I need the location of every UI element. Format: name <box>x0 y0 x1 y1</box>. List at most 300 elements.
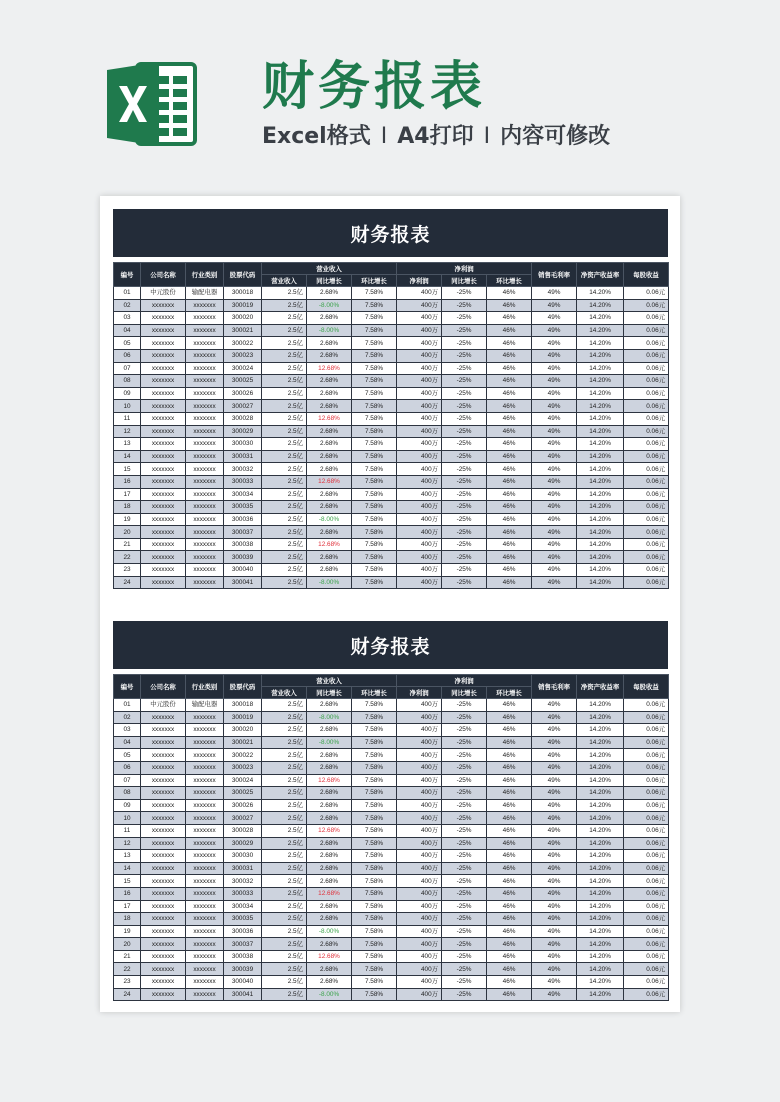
table-row <box>114 551 669 564</box>
table-cell: 46% <box>487 299 532 312</box>
table-cell: 0.06元 <box>624 337 669 350</box>
table-cell: 7.58% <box>352 837 397 850</box>
table-cell: 2.5亿 <box>262 812 307 825</box>
table-cell: 2.68% <box>307 463 352 476</box>
table-cell: 300026 <box>224 799 262 812</box>
table-cell: -25% <box>442 312 487 325</box>
table-cell: 46% <box>487 976 532 989</box>
table-cell: 46% <box>487 787 532 800</box>
table-cell: 46% <box>487 963 532 976</box>
table-cell: xxxxxxx <box>141 787 186 800</box>
table-cell: 14.20% <box>577 887 624 900</box>
table-cell: 2.68% <box>307 976 352 989</box>
table-cell: 7.58% <box>352 387 397 400</box>
table-cell: 7.58% <box>352 564 397 577</box>
table-cell: 49% <box>532 976 577 989</box>
table-cell: 中元股份 <box>141 699 186 712</box>
table-cell: 2.5亿 <box>262 862 307 875</box>
table-cell: 输配电器 <box>186 699 224 712</box>
table-cell: xxxxxxx <box>141 513 186 526</box>
table-cell: -25% <box>442 375 487 388</box>
table-cell: 2.68% <box>307 913 352 926</box>
table-row <box>114 438 669 451</box>
table-cell: -8.00% <box>307 513 352 526</box>
table-cell: 46% <box>487 699 532 712</box>
table-cell: 14.20% <box>577 913 624 926</box>
table-cell: 46% <box>487 736 532 749</box>
table-cell: -25% <box>442 337 487 350</box>
table-cell: 20 <box>114 526 141 539</box>
table-cell: 46% <box>487 538 532 551</box>
table-cell: xxxxxxx <box>186 564 224 577</box>
table-cell: 300033 <box>224 887 262 900</box>
table-cell: 14 <box>114 862 141 875</box>
table-cell: 400万 <box>397 900 442 913</box>
table-cell: 49% <box>532 387 577 400</box>
table-cell: 49% <box>532 526 577 539</box>
column-header: 净利润 <box>397 263 532 275</box>
table-cell: 7.58% <box>352 711 397 724</box>
table-cell: 0.06元 <box>624 787 669 800</box>
table-cell: -25% <box>442 938 487 951</box>
table-cell: 49% <box>532 375 577 388</box>
table-cell: xxxxxxx <box>186 463 224 476</box>
table-cell: xxxxxxx <box>186 475 224 488</box>
table-row <box>114 375 669 388</box>
table-cell: 0.06元 <box>624 362 669 375</box>
table-cell: 400万 <box>397 988 442 1001</box>
table-cell: xxxxxxx <box>141 950 186 963</box>
table-cell: 12.68% <box>307 887 352 900</box>
table-cell: 46% <box>487 875 532 888</box>
table-cell: 2.68% <box>307 799 352 812</box>
table-cell: 14.20% <box>577 337 624 350</box>
table-cell: 49% <box>532 950 577 963</box>
table-cell: 2.5亿 <box>262 925 307 938</box>
column-header: 编号 <box>114 675 141 699</box>
table-cell: 19 <box>114 925 141 938</box>
table-cell: 2.68% <box>307 375 352 388</box>
table-cell: -25% <box>442 887 487 900</box>
table-cell: 46% <box>487 724 532 737</box>
table-cell: -25% <box>442 299 487 312</box>
table-cell: xxxxxxx <box>186 513 224 526</box>
table-cell: 18 <box>114 501 141 514</box>
table-cell: 0.06元 <box>624 513 669 526</box>
table-cell: xxxxxxx <box>141 324 186 337</box>
table-cell: 0.06元 <box>624 564 669 577</box>
table-cell: 300030 <box>224 850 262 863</box>
table-row <box>114 799 669 812</box>
table-cell: xxxxxxx <box>141 724 186 737</box>
table-cell: 08 <box>114 375 141 388</box>
table-cell: -25% <box>442 526 487 539</box>
table-cell: 7.58% <box>352 576 397 589</box>
table-row <box>114 287 669 300</box>
table-cell: 2.68% <box>307 400 352 413</box>
table-cell: 7.58% <box>352 412 397 425</box>
table-cell: 14.20% <box>577 774 624 787</box>
table-cell: 11 <box>114 824 141 837</box>
table-cell: -25% <box>442 438 487 451</box>
table-cell: 2.5亿 <box>262 337 307 350</box>
table-cell: 10 <box>114 400 141 413</box>
table-cell: 2.5亿 <box>262 774 307 787</box>
document-preview <box>100 196 680 1012</box>
table-cell: xxxxxxx <box>186 850 224 863</box>
table-cell: 2.68% <box>307 488 352 501</box>
table-cell: xxxxxxx <box>141 349 186 362</box>
table-cell: 300041 <box>224 988 262 1001</box>
table-cell: 300018 <box>224 287 262 300</box>
table-cell: xxxxxxx <box>186 412 224 425</box>
table-cell: xxxxxxx <box>141 425 186 438</box>
table-cell: 300038 <box>224 538 262 551</box>
table-cell: xxxxxxx <box>186 900 224 913</box>
table-cell: 03 <box>114 724 141 737</box>
table-cell: 49% <box>532 475 577 488</box>
table-cell: 2.5亿 <box>262 287 307 300</box>
table-cell: 14.20% <box>577 375 624 388</box>
table-cell: 7.58% <box>352 988 397 1001</box>
table-cell: 400万 <box>397 349 442 362</box>
table-cell: 14.20% <box>577 362 624 375</box>
table-cell: 49% <box>532 774 577 787</box>
excel-logo-icon <box>103 56 199 152</box>
table-cell: 46% <box>487 324 532 337</box>
table-cell: 49% <box>532 925 577 938</box>
table-cell: 300019 <box>224 711 262 724</box>
table-cell: 400万 <box>397 736 442 749</box>
table-cell: xxxxxxx <box>141 711 186 724</box>
table-cell: 7.58% <box>352 349 397 362</box>
column-header: 股票代码 <box>224 263 262 287</box>
table-cell: 2.5亿 <box>262 450 307 463</box>
table-cell: 2.68% <box>307 387 352 400</box>
table-cell: 14.20% <box>577 761 624 774</box>
table-cell: 400万 <box>397 387 442 400</box>
table-cell: 2.5亿 <box>262 551 307 564</box>
table-cell: 14.20% <box>577 850 624 863</box>
table-row <box>114 538 669 551</box>
table-cell: 46% <box>487 362 532 375</box>
table-cell: xxxxxxx <box>141 387 186 400</box>
table-cell: 49% <box>532 711 577 724</box>
table-cell: xxxxxxx <box>141 988 186 1001</box>
table-cell: 49% <box>532 538 577 551</box>
table-cell: xxxxxxx <box>186 976 224 989</box>
table-cell: 400万 <box>397 824 442 837</box>
table-cell: 04 <box>114 324 141 337</box>
column-header: 股票代码 <box>224 675 262 699</box>
table-cell: 0.06元 <box>624 774 669 787</box>
table-cell: xxxxxxx <box>186 526 224 539</box>
table-cell: 2.68% <box>307 761 352 774</box>
table-cell: 49% <box>532 438 577 451</box>
table-cell: 07 <box>114 362 141 375</box>
table-cell: 0.06元 <box>624 699 669 712</box>
table-cell: 0.06元 <box>624 488 669 501</box>
table-cell: 300032 <box>224 875 262 888</box>
table-cell: 46% <box>487 337 532 350</box>
table-cell: 2.5亿 <box>262 463 307 476</box>
table-cell: 7.58% <box>352 513 397 526</box>
table-cell: 12.68% <box>307 362 352 375</box>
table-cell: 300029 <box>224 425 262 438</box>
table-row <box>114 724 669 737</box>
table-cell: 2.5亿 <box>262 299 307 312</box>
table-cell: -25% <box>442 875 487 888</box>
table-cell: 0.06元 <box>624 711 669 724</box>
financial-sheet-2 <box>113 621 668 1001</box>
table-cell: 46% <box>487 950 532 963</box>
table-cell: 2.68% <box>307 699 352 712</box>
table-cell: 24 <box>114 576 141 589</box>
table-cell: 7.58% <box>352 736 397 749</box>
table-cell: 300036 <box>224 513 262 526</box>
table-cell: -25% <box>442 699 487 712</box>
table-cell: 7.58% <box>352 551 397 564</box>
table-cell: 14.20% <box>577 501 624 514</box>
table-cell: 49% <box>532 551 577 564</box>
table-row <box>114 850 669 863</box>
table-cell: 400万 <box>397 950 442 963</box>
table-cell: 46% <box>487 799 532 812</box>
table-row <box>114 501 669 514</box>
table-cell: 0.06元 <box>624 425 669 438</box>
table-cell: 01 <box>114 699 141 712</box>
table-cell: xxxxxxx <box>141 761 186 774</box>
table-cell: 2.5亿 <box>262 988 307 1001</box>
table-cell: 14.20% <box>577 736 624 749</box>
table-cell: xxxxxxx <box>141 475 186 488</box>
column-header: 营业收入 <box>262 687 307 699</box>
column-header: 营业收入 <box>262 263 397 275</box>
table-cell: 49% <box>532 824 577 837</box>
table-cell: 01 <box>114 287 141 300</box>
table-cell: 0.06元 <box>624 501 669 514</box>
table-cell: 46% <box>487 887 532 900</box>
table-cell: xxxxxxx <box>186 812 224 825</box>
table-cell: 300023 <box>224 349 262 362</box>
table-cell: 49% <box>532 287 577 300</box>
table-cell: 14.20% <box>577 551 624 564</box>
table-cell: xxxxxxx <box>186 299 224 312</box>
table-cell: 46% <box>487 513 532 526</box>
subtitle-separator: I <box>380 124 388 149</box>
table-cell: 0.06元 <box>624 988 669 1001</box>
table-row <box>114 925 669 938</box>
table-cell: 300024 <box>224 362 262 375</box>
table-cell: 49% <box>532 799 577 812</box>
table-cell: 7.58% <box>352 787 397 800</box>
table-cell: xxxxxxx <box>141 551 186 564</box>
table-cell: 7.58% <box>352 287 397 300</box>
table-cell: 0.06元 <box>624 913 669 926</box>
table-cell: -25% <box>442 761 487 774</box>
table-cell: 2.5亿 <box>262 538 307 551</box>
table-cell: 300021 <box>224 736 262 749</box>
table-cell: 46% <box>487 761 532 774</box>
table-cell: 14.20% <box>577 299 624 312</box>
table-cell: 300028 <box>224 824 262 837</box>
table-cell: 49% <box>532 736 577 749</box>
table-cell: 08 <box>114 787 141 800</box>
table-cell: 46% <box>487 862 532 875</box>
table-cell: -25% <box>442 812 487 825</box>
table-cell: 400万 <box>397 938 442 951</box>
table-cell: 400万 <box>397 774 442 787</box>
column-header: 净利润 <box>397 675 532 687</box>
table-cell: -25% <box>442 576 487 589</box>
table-cell: -25% <box>442 736 487 749</box>
table-cell: -25% <box>442 287 487 300</box>
table-cell: 46% <box>487 988 532 1001</box>
table-cell: 49% <box>532 875 577 888</box>
table-cell: 09 <box>114 387 141 400</box>
table-cell: 49% <box>532 513 577 526</box>
table-row <box>114 450 669 463</box>
table-cell: 300029 <box>224 837 262 850</box>
table-cell: 49% <box>532 412 577 425</box>
table-cell: 300035 <box>224 913 262 926</box>
table-cell: 06 <box>114 761 141 774</box>
table-cell: 14.20% <box>577 312 624 325</box>
table-cell: 0.06元 <box>624 938 669 951</box>
table-cell: 14.20% <box>577 976 624 989</box>
table-cell: 0.06元 <box>624 438 669 451</box>
table-cell: 0.06元 <box>624 799 669 812</box>
table-row <box>114 950 669 963</box>
table-cell: 2.5亿 <box>262 963 307 976</box>
table-cell: 14.20% <box>577 938 624 951</box>
table-cell: 7.58% <box>352 425 397 438</box>
table-cell: xxxxxxx <box>186 501 224 514</box>
table-cell: 14.20% <box>577 387 624 400</box>
table-cell: 2.5亿 <box>262 976 307 989</box>
table-cell: -25% <box>442 425 487 438</box>
table-cell: -25% <box>442 963 487 976</box>
table-cell: 400万 <box>397 787 442 800</box>
table-cell: 05 <box>114 337 141 350</box>
table-cell: 12.68% <box>307 824 352 837</box>
table-cell: 2.5亿 <box>262 488 307 501</box>
table-cell: 400万 <box>397 799 442 812</box>
table-cell: xxxxxxx <box>186 761 224 774</box>
table-cell: 400万 <box>397 711 442 724</box>
table-cell: 2.68% <box>307 938 352 951</box>
table-cell: 300035 <box>224 501 262 514</box>
table-cell: 400万 <box>397 564 442 577</box>
table-cell: xxxxxxx <box>141 963 186 976</box>
table-cell: -25% <box>442 862 487 875</box>
table-cell: xxxxxxx <box>186 387 224 400</box>
table-cell: 07 <box>114 774 141 787</box>
table-cell: 46% <box>487 438 532 451</box>
table-cell: 46% <box>487 824 532 837</box>
table-cell: -25% <box>442 463 487 476</box>
table-cell: 10 <box>114 812 141 825</box>
table-cell: 49% <box>532 938 577 951</box>
column-header: 行业类别 <box>186 263 224 287</box>
table-cell: 400万 <box>397 887 442 900</box>
table-cell: 46% <box>487 711 532 724</box>
table-cell: 300031 <box>224 450 262 463</box>
table-cell: 14.20% <box>577 450 624 463</box>
table-cell: 7.58% <box>352 850 397 863</box>
table-cell: 300039 <box>224 963 262 976</box>
table-cell: 15 <box>114 875 141 888</box>
table-cell: xxxxxxx <box>186 774 224 787</box>
table-cell: xxxxxxx <box>186 950 224 963</box>
table-cell: 7.58% <box>352 299 397 312</box>
table-cell: 14.20% <box>577 699 624 712</box>
table-cell: 2.68% <box>307 963 352 976</box>
table-cell: 49% <box>532 337 577 350</box>
table-cell: 300037 <box>224 938 262 951</box>
table-cell: 16 <box>114 887 141 900</box>
table-cell: -25% <box>442 787 487 800</box>
table-cell: 46% <box>487 938 532 951</box>
table-cell: 300036 <box>224 925 262 938</box>
table-cell: 14.20% <box>577 488 624 501</box>
table-cell: 12 <box>114 837 141 850</box>
table-cell: 12.68% <box>307 538 352 551</box>
table-cell: 0.06元 <box>624 963 669 976</box>
table-cell: 49% <box>532 749 577 762</box>
table-row <box>114 337 669 350</box>
table-cell: -25% <box>442 900 487 913</box>
table-cell: 09 <box>114 799 141 812</box>
table-cell: -25% <box>442 412 487 425</box>
table-cell: -8.00% <box>307 711 352 724</box>
page-title: 财务报表 <box>262 57 487 117</box>
table-cell: 2.68% <box>307 812 352 825</box>
table-cell: -25% <box>442 711 487 724</box>
table-cell: xxxxxxx <box>141 375 186 388</box>
table-cell: xxxxxxx <box>186 450 224 463</box>
table-cell: 2.5亿 <box>262 312 307 325</box>
table-cell: 7.58% <box>352 724 397 737</box>
table-cell: 0.06元 <box>624 736 669 749</box>
table-cell: xxxxxxx <box>141 312 186 325</box>
subtitle-print: A4打印 <box>397 124 474 149</box>
table-cell: 2.5亿 <box>262 761 307 774</box>
subtitle-format: Excel格式 <box>262 124 371 149</box>
table-cell: 46% <box>487 312 532 325</box>
table-cell: 2.5亿 <box>262 749 307 762</box>
column-header: 营业收入 <box>262 275 307 287</box>
table-cell: 2.68% <box>307 526 352 539</box>
table-cell: 21 <box>114 950 141 963</box>
table-row <box>114 749 669 762</box>
table-cell: 14.20% <box>577 837 624 850</box>
table-cell: 49% <box>532 837 577 850</box>
table-cell: -25% <box>442 400 487 413</box>
table-cell: xxxxxxx <box>141 887 186 900</box>
table-cell: 0.06元 <box>624 400 669 413</box>
table-cell: 400万 <box>397 724 442 737</box>
table-cell: -25% <box>442 724 487 737</box>
table-cell: 14.20% <box>577 287 624 300</box>
table-cell: xxxxxxx <box>141 576 186 589</box>
table-cell: 46% <box>487 488 532 501</box>
column-header: 公司名称 <box>141 263 186 287</box>
table-cell: 49% <box>532 913 577 926</box>
table-row <box>114 387 669 400</box>
table-cell: 49% <box>532 501 577 514</box>
table-cell: 7.58% <box>352 875 397 888</box>
